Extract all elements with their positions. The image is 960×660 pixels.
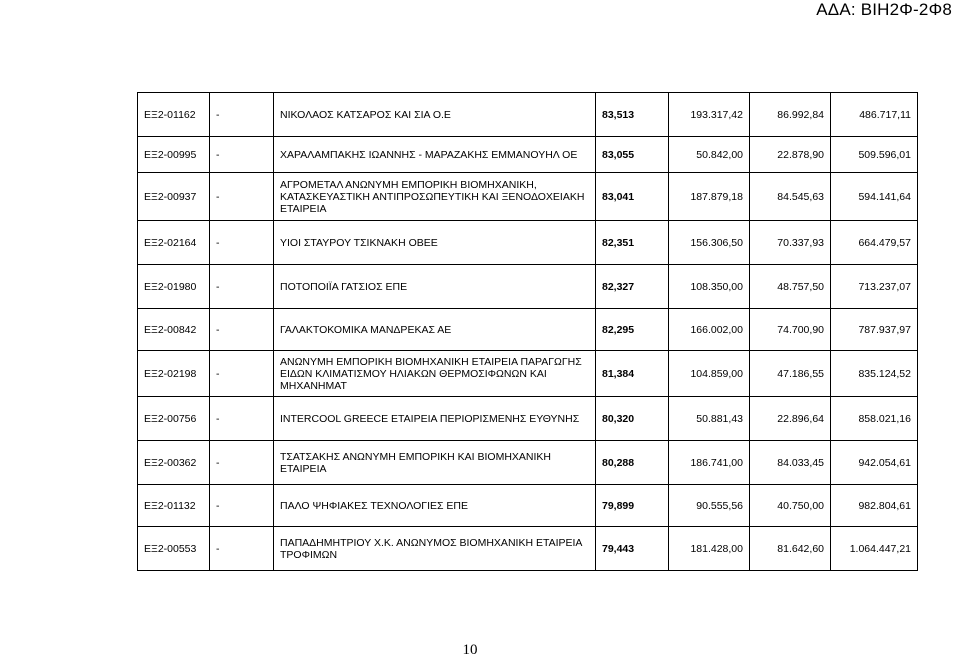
row-dash: - bbox=[210, 397, 274, 441]
row-score: 82,327 bbox=[596, 265, 669, 309]
row-code: ΕΞ2-00842 bbox=[138, 309, 210, 351]
row-code: ΕΞ2-02164 bbox=[138, 221, 210, 265]
row-code: ΕΞ2-00995 bbox=[138, 137, 210, 173]
row-value-1: 108.350,00 bbox=[669, 265, 750, 309]
row-value-1: 50.881,43 bbox=[669, 397, 750, 441]
row-value-3: 858.021,16 bbox=[831, 397, 918, 441]
table-row bbox=[138, 265, 918, 309]
row-name: ΥΙΟΙ ΣΤΑΥΡΟΥ ΤΣΙΚΝΑΚΗ ΟΒΕΕ bbox=[274, 221, 596, 265]
ada-code: ΑΔΑ: ΒΙΗ2Φ-2Φ8 bbox=[816, 0, 952, 19]
row-value-3: 942.054,61 bbox=[831, 441, 918, 485]
table-row bbox=[138, 397, 918, 441]
row-score: 79,899 bbox=[596, 485, 669, 527]
row-value-3: 664.479,57 bbox=[831, 221, 918, 265]
table-row bbox=[138, 351, 918, 397]
table-row bbox=[138, 441, 918, 485]
row-dash: - bbox=[210, 441, 274, 485]
row-value-3: 594.141,64 bbox=[831, 173, 918, 221]
row-value-2: 84.033,45 bbox=[750, 441, 831, 485]
row-code: ΕΞ2-01980 bbox=[138, 265, 210, 309]
row-value-2: 48.757,50 bbox=[750, 265, 831, 309]
row-value-2: 74.700,90 bbox=[750, 309, 831, 351]
row-score: 82,351 bbox=[596, 221, 669, 265]
row-score: 80,288 bbox=[596, 441, 669, 485]
row-name: ΑΝΩΝΥΜΗ ΕΜΠΟΡΙΚΗ ΒΙΟΜΗΧΑΝΙΚΗ ΕΤΑΙΡΕΙΑ ΠΑΡΑΓΩΓΗΣ ΕΙΔΩΝ ΚΛΙΜΑΤΙΣΜΟΥ ΗΛΙΑΚΩΝ ΘΕΡΜΟΣΙΦΩΝΩΝ ΚΑΙ ΜΗΧΑΝΗΜΑΤ bbox=[274, 351, 596, 397]
page-number: 10 bbox=[462, 642, 478, 658]
row-value-1: 186.741,00 bbox=[669, 441, 750, 485]
row-dash: - bbox=[210, 221, 274, 265]
table-row bbox=[138, 173, 918, 221]
row-name: ΠΟΤΟΠΟΙΪΑ ΓΑΤΣΙΟΣ ΕΠΕ bbox=[274, 265, 596, 309]
table-row bbox=[138, 527, 918, 571]
row-value-1: 166.002,00 bbox=[669, 309, 750, 351]
row-value-2: 70.337,93 bbox=[750, 221, 831, 265]
row-value-3: 1.064.447,21 bbox=[831, 527, 918, 571]
row-value-3: 982.804,61 bbox=[831, 485, 918, 527]
row-dash: - bbox=[210, 265, 274, 309]
row-score: 81,384 bbox=[596, 351, 669, 397]
row-code: ΕΞ2-01132 bbox=[138, 485, 210, 527]
row-value-2: 22.896,64 bbox=[750, 397, 831, 441]
table-row bbox=[138, 485, 918, 527]
row-value-2: 22.878,90 bbox=[750, 137, 831, 173]
row-dash: - bbox=[210, 527, 274, 571]
row-code: ΕΞ2-01162 bbox=[138, 93, 210, 137]
row-value-1: 104.859,00 bbox=[669, 351, 750, 397]
row-score: 83,041 bbox=[596, 173, 669, 221]
row-name: ΤΣΑΤΣΑΚΗΣ ΑΝΩΝΥΜΗ ΕΜΠΟΡΙΚΗ ΚΑΙ ΒΙΟΜΗΧΑΝΙΚΗ ΕΤΑΙΡΕΙΑ bbox=[274, 441, 596, 485]
row-value-2: 81.642,60 bbox=[750, 527, 831, 571]
row-score: 82,295 bbox=[596, 309, 669, 351]
row-dash: - bbox=[210, 137, 274, 173]
row-code: ΕΞ2-00756 bbox=[138, 397, 210, 441]
row-value-2: 84.545,63 bbox=[750, 173, 831, 221]
row-value-3: 486.717,11 bbox=[831, 93, 918, 137]
row-value-3: 787.937,97 bbox=[831, 309, 918, 351]
row-value-2: 86.992,84 bbox=[750, 93, 831, 137]
row-name: ΝΙΚΟΛΑΟΣ ΚΑΤΣΑΡΟΣ ΚΑΙ ΣΙΑ Ο.Ε bbox=[274, 93, 596, 137]
row-dash: - bbox=[210, 485, 274, 527]
row-name: ΑΓΡΟΜΕΤΑΛ ΑΝΩΝΥΜΗ ΕΜΠΟΡΙΚΗ ΒΙΟΜΗΧΑΝΙΚΗ, ΚΑΤΑΣΚΕΥΑΣΤΙΚΗ ΑΝΤΙΠΡΟΣΩΠΕΥΤΙΚΗ ΚΑΙ ΞΕΝΟΔΟΧΕΙΑΚΗ ΕΤΑΙΡΕΙΑ bbox=[274, 173, 596, 221]
table-row bbox=[138, 137, 918, 173]
row-name: ΠΑΠΑΔΗΜΗΤΡΙΟΥ Χ.Κ. ΑΝΩΝΥΜΟΣ ΒΙΟΜΗΧΑΝΙΚΗ ΕΤΑΙΡΕΙΑ ΤΡΟΦΙΜΩΝ bbox=[274, 527, 596, 571]
table-row bbox=[138, 221, 918, 265]
row-name: ΓΑΛΑΚΤΟΚΟΜΙΚΑ ΜΑΝΔΡΕΚΑΣ ΑΕ bbox=[274, 309, 596, 351]
row-name: ΠΑΛΟ ΨΗΦΙΑΚΕΣ ΤΕΧΝΟΛΟΓΙΕΣ ΕΠΕ bbox=[274, 485, 596, 527]
row-name: INTERCOOL GREECE ΕΤΑΙΡΕΙΑ ΠΕΡΙΟΡΙΣΜΕΝΗΣ ΕΥΘΥΝΗΣ bbox=[274, 397, 596, 441]
row-code: ΕΞ2-00553 bbox=[138, 527, 210, 571]
row-dash: - bbox=[210, 351, 274, 397]
row-value-3: 835.124,52 bbox=[831, 351, 918, 397]
row-value-2: 47.186,55 bbox=[750, 351, 831, 397]
table-row bbox=[138, 93, 918, 137]
row-dash: - bbox=[210, 173, 274, 221]
row-value-1: 50.842,00 bbox=[669, 137, 750, 173]
row-value-1: 181.428,00 bbox=[669, 527, 750, 571]
row-code: ΕΞ2-00937 bbox=[138, 173, 210, 221]
table-row bbox=[138, 309, 918, 351]
row-value-1: 187.879,18 bbox=[669, 173, 750, 221]
row-value-3: 713.237,07 bbox=[831, 265, 918, 309]
row-score: 80,320 bbox=[596, 397, 669, 441]
row-score: 83,055 bbox=[596, 137, 669, 173]
row-dash: - bbox=[210, 309, 274, 351]
beneficiaries-table bbox=[137, 92, 918, 571]
row-name: ΧΑΡΑΛΑΜΠΑΚΗΣ ΙΩΑΝΝΗΣ - ΜΑΡΑΖΑΚΗΣ ΕΜΜΑΝΟΥΗΛ ΟΕ bbox=[274, 137, 596, 173]
row-dash: - bbox=[210, 93, 274, 137]
row-value-3: 509.596,01 bbox=[831, 137, 918, 173]
row-value-1: 193.317,42 bbox=[669, 93, 750, 137]
row-value-1: 90.555,56 bbox=[669, 485, 750, 527]
row-code: ΕΞ2-02198 bbox=[138, 351, 210, 397]
row-code: ΕΞ2-00362 bbox=[138, 441, 210, 485]
row-score: 83,513 bbox=[596, 93, 669, 137]
row-value-2: 40.750,00 bbox=[750, 485, 831, 527]
row-value-1: 156.306,50 bbox=[669, 221, 750, 265]
row-score: 79,443 bbox=[596, 527, 669, 571]
